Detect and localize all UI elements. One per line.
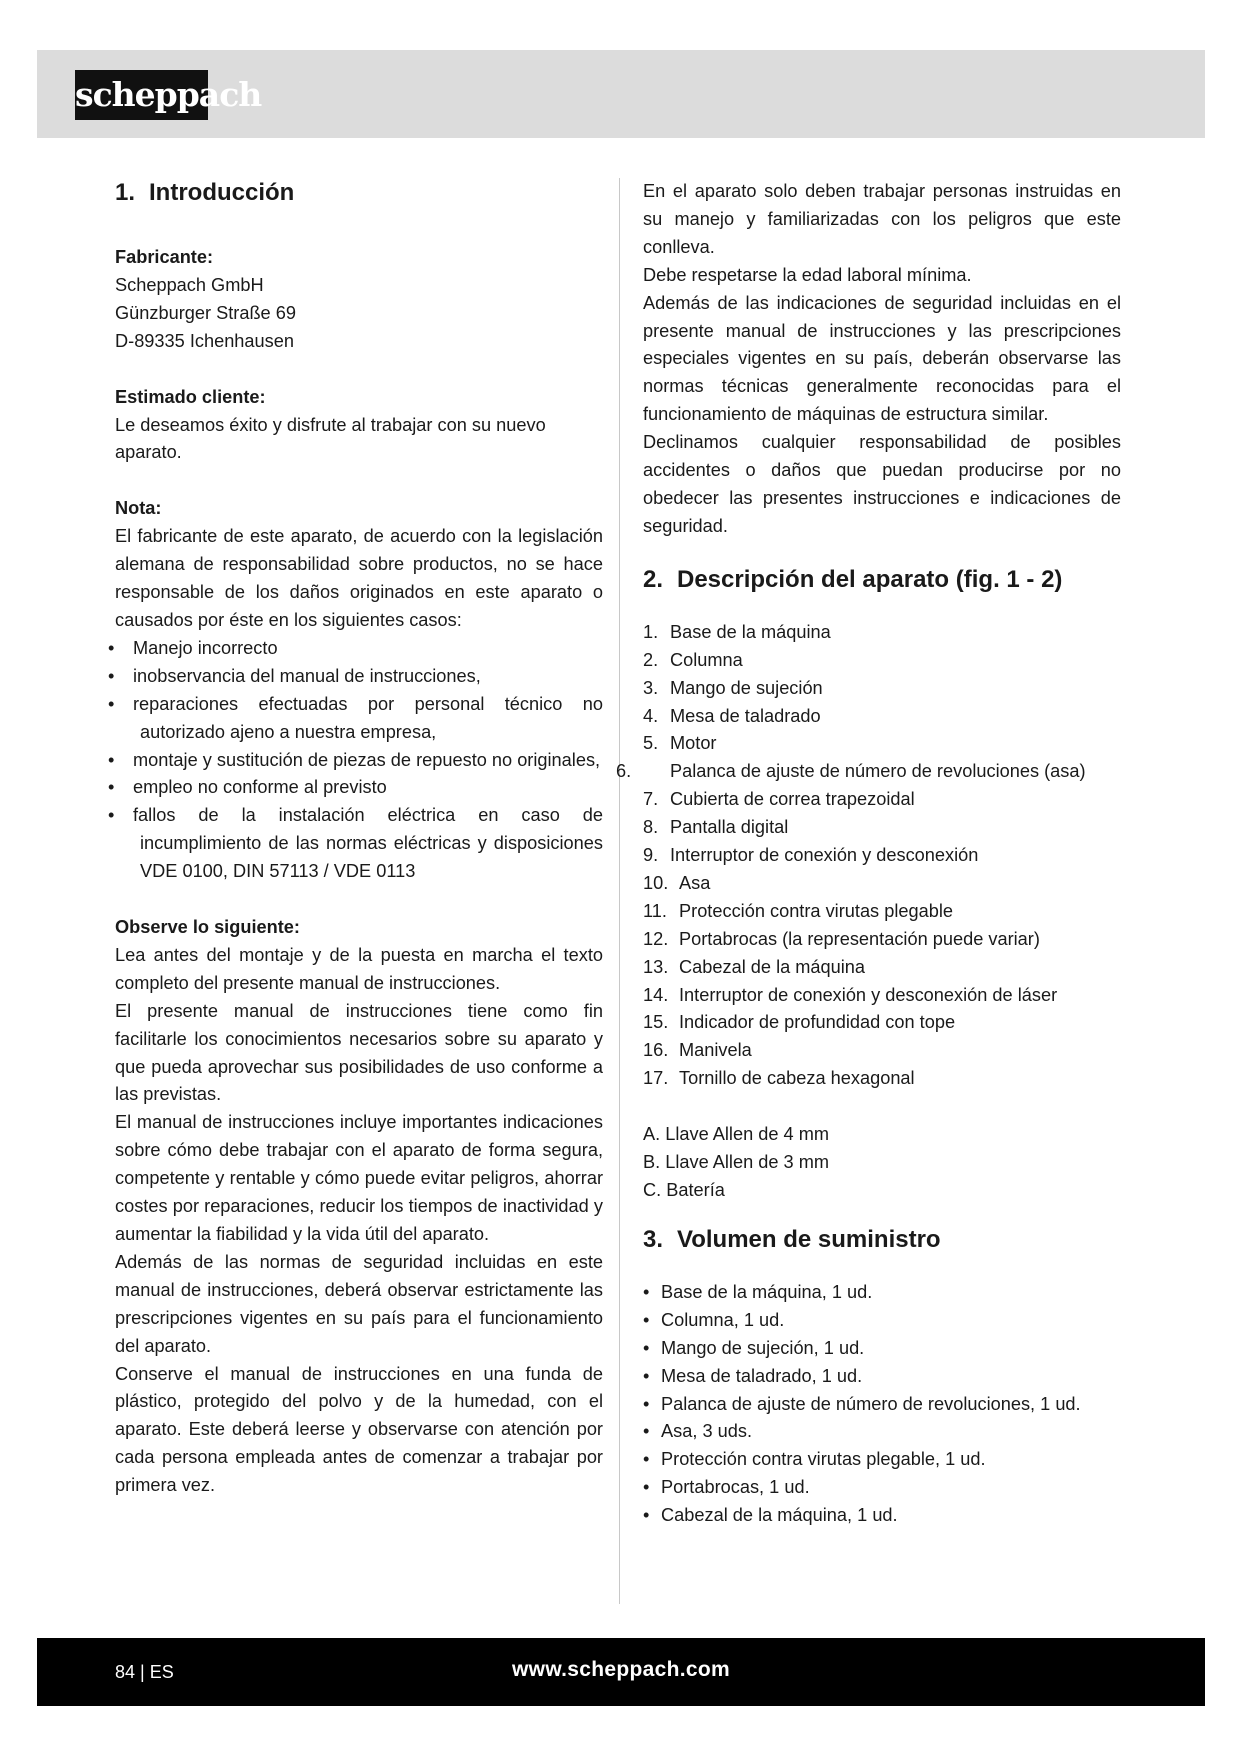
section-2-heading [643,565,1121,595]
list-item: 15. Indicador de profundidad con tope [643,1012,956,1033]
list-item: • Cabezal de la máquina, 1 ud. [643,1502,1121,1530]
list-item: • empleo no conforme al previsto [115,774,603,802]
parts-list [616,619,1121,1093]
column-divider [619,178,620,1604]
manufacturer-label: Fabricante: [115,247,214,267]
note-text: El fabricante de este aparato, de acuerdo con la legislación alemana de responsabilidad sobre productos, no se hace responsable de los daños originados en este aparato o causados por éste en los siguientes casos: [115,526,603,630]
manufacturer-line: Günzburger Straße 69 [115,302,296,323]
section-1-heading [115,178,603,208]
list-item: 9. Interruptor de conexión y desconexión [643,845,979,866]
list-item: • fallos de la instalación eléctrica en caso de incumplimiento de las normas eléctricas y disposiciones VDE 0100, DIN 57113 / VDE 0113 [115,802,603,886]
list-item: 6. Palanca de ajuste de número de revoluciones (asa) [616,761,1086,782]
section-1-title: Introducción [149,179,295,206]
intro-paragraph: Además de las indicaciones de seguridad incluidas en el presente manual de instrucciones y las prescripciones especiales vigentes en su país, deberán observarse las normas técnicas generalmente reconocidas para el funcionamiento de máquinas de estructura similar. [643,292,1121,425]
manufacturer-line: D-89335 Ichenhausen [115,330,294,351]
list-item: • Portabrocas, 1 ud. [643,1474,1121,1502]
footer-bar [37,1638,1205,1706]
observe-paragraph: El manual de instrucciones incluye importantes indicaciones sobre cómo debe trabajar con el aparato de forma segura, competente y rentable y cómo puede evitar peligros, ahorrar costes por reparaciones, reducir los tiempos de inactividad y aumentar la fiabilidad y la vida útil del aparato. [115,1112,603,1244]
list-item: 10. Asa [643,872,711,893]
observe-paragraph: Lea antes del montaje y de la puesta en marcha el texto completo del presente manual de instrucciones. [115,944,603,993]
list-item: • montaje y sustitución de piezas de repuesto no originales, [115,747,603,775]
list-item: 4. Mesa de taladrado [643,705,821,726]
list-item: • reparaciones efectuadas por personal técnico no autorizado ajeno a nuestra empresa, [115,691,603,747]
section-3-number: 3. [643,1225,664,1253]
list-item: 1. Base de la máquina [643,621,831,642]
website-link[interactable]: www.scheppach.com [512,1658,730,1681]
list-item: 13. Cabezal de la máquina [643,956,866,977]
observe-paragraph: Conserve el manual de instrucciones en una funda de plástico, protegido del polvo y de la humedad, con el aparato. Este deberá leerse y observarse con atención por cada persona empleada antes de comenzar a trabajar por primera vez. [115,1363,603,1496]
list-item: 11. Protección contra virutas plegable [643,900,953,921]
list-item: 14. Interruptor de conexión y desconexión de láser [643,984,1058,1005]
list-item: • Protección contra virutas plegable, 1 ud. [643,1446,1121,1474]
intro-paragraph: En el aparato solo deben trabajar personas instruidas en su manejo y familiarizadas con los peligros que este conlleva. [643,181,1121,257]
list-item: 5. Motor [643,733,717,754]
list-item: • Base de la máquina, 1 ud. [643,1279,1121,1307]
intro-paragraph: Debe respetarse la edad laboral mínima. [643,264,972,285]
list-item: • Mesa de taladrado, 1 ud. [643,1363,1121,1391]
section-1-number: 1. [115,179,136,206]
right-column [616,178,1121,1530]
list-item: • Columna, 1 ud. [643,1307,1121,1335]
list-item: • Mango de sujeción, 1 ud. [643,1335,1121,1363]
accessory-item: C. Batería [643,1180,725,1200]
supply-list [643,1279,1121,1530]
list-item: 8. Pantalla digital [643,817,789,838]
list-item: • Palanca de ajuste de número de revoluciones, 1 ud. [643,1391,1121,1419]
accessory-item: B. Llave Allen de 3 mm [643,1152,830,1173]
accessory-item: A. Llave Allen de 4 mm [643,1124,830,1145]
left-column [115,178,603,1500]
note-label: Nota: [115,498,162,519]
page-number: 84 | ES [115,1662,174,1682]
customer-label: Estimado cliente: [115,386,266,407]
list-item: 7. Cubierta de correa trapezoidal [643,789,915,810]
list-item: 3. Mango de sujeción [643,677,823,698]
intro-paragraph: Declinamos cualquier responsabilidad de posibles accidentes o daños que puedan producirse por no obedecer las presentes instrucciones e indicaciones de seguridad. [643,432,1121,536]
list-item: • Asa, 3 uds. [643,1418,1121,1446]
list-item: 16. Manivela [643,1040,752,1061]
section-3-heading [643,1225,1121,1255]
scheppach-logo: scheppach [75,70,208,120]
section-3-title: Volumen de suministro [677,1225,941,1253]
customer-text: Le deseamos éxito y disfrute al trabajar con su nuevo aparato. [115,414,546,463]
section-2-title: Descripción del aparato (fig. 1 - 2) [677,565,1063,593]
observe-paragraph: El presente manual de instrucciones tiene como fin facilitarle los conocimientos necesarios sobre su aparato y que pueda aprovechar sus posibilidades de uso conforme a las previstas. [115,1000,603,1105]
list-item: 17. Tornillo de cabeza hexagonal [643,1068,915,1089]
section-2-number: 2. [643,565,664,593]
list-item: 2. Columna [643,649,743,670]
manufacturer-line: Scheppach GmbH [115,274,264,295]
list-item: • inobservancia del manual de instrucciones, [115,663,603,691]
list-item: • Manejo incorrecto [115,635,603,663]
note-bullet-list [115,635,603,886]
observe-paragraph: Además de las normas de seguridad incluidas en este manual de instrucciones, deberá observar estrictamente las prescripciones vigentes en su país para el funcionamiento del aparato. [115,1251,603,1356]
observe-label: Observe lo siguiente: [115,917,300,938]
list-item: 12. Portabrocas (la representación puede variar) [643,928,1040,949]
